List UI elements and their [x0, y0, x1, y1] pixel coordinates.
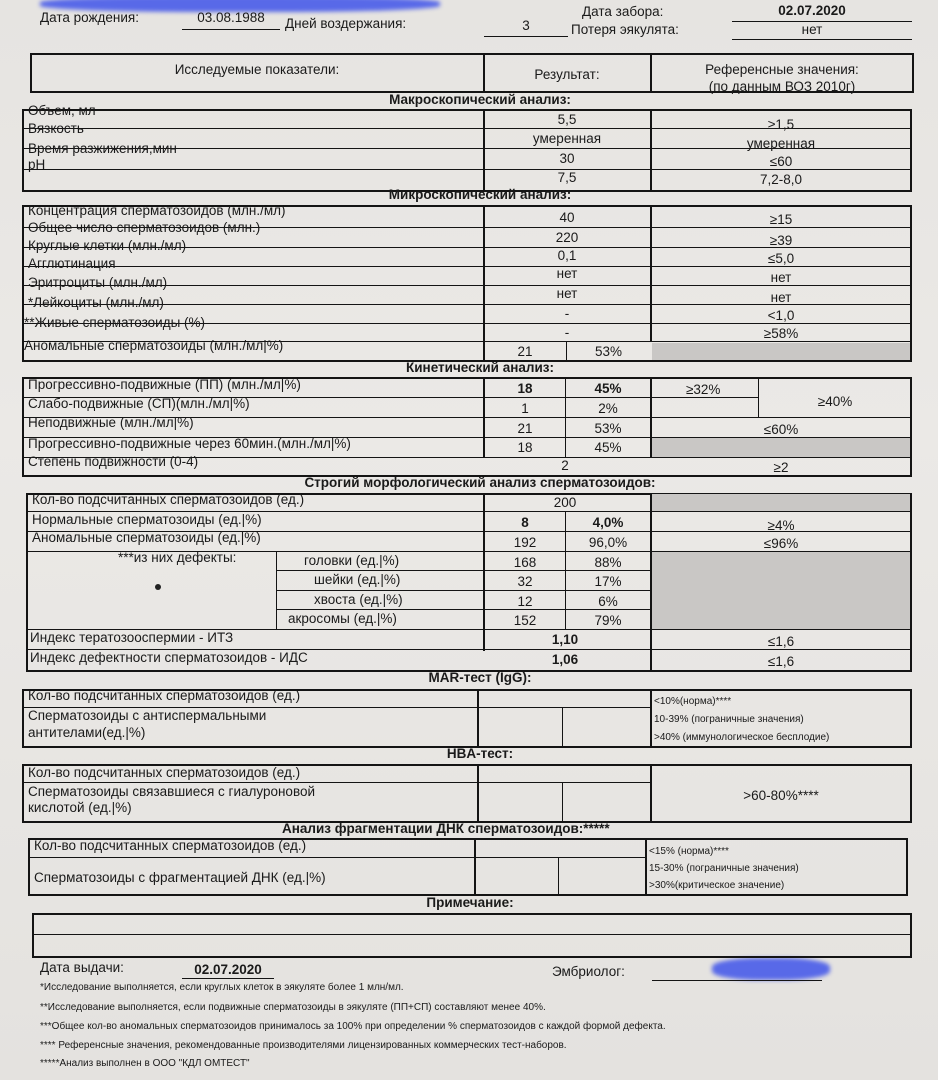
dna-ref-critical: >30%(критическое значение) — [649, 880, 785, 891]
footnote-5: *****Анализ выполнен в ООО "КДЛ ОМТЕСТ" — [40, 1058, 250, 1069]
dna-ref-normal: <15% (норма)**** — [649, 846, 729, 857]
hba-count-label: Кол-во подсчитанных сперматозоидов (ед.) — [28, 765, 301, 780]
birth-date-label: Дата рождения: — [40, 10, 139, 25]
kinetic-section-title: Кинетический анализ: — [406, 360, 554, 375]
birth-date-value: 03.08.1988 — [197, 10, 265, 25]
collection-date-value: 02.07.2020 — [778, 3, 846, 18]
column-result-header: Результат: — [534, 67, 600, 82]
defects-label: ***из них дефекты: — [118, 550, 237, 565]
dna-count-label: Кол-во подсчитанных сперматозоидов (ед.) — [34, 838, 307, 853]
dna-ref-borderline: 15-30% (пограничные значения) — [649, 863, 799, 874]
abstinence-value: 3 — [522, 18, 530, 33]
lab-report-sheet: Дата рождения: 03.08.1988 Дней воздержания: 3 Дата забора: 02.07.2020 Потеря эякулята: нет Исследуемые показатели: Результат: Референсные значения: (по данным ВОЗ 2010г) Макроскопический анализ: Объем, мл 5,5 ≥1,5 Вязкость умеренная умеренная Время разжижения,мин 30 ≤60 pH 7,5 7,2-8,0 Микроскопический анализ: Концентрация сперматозоидов (млн./мл) 40 ≥15 Общее число сперматозоидов (млн.) 220 ≥39 Круглые клетки (млн./мл) 0,1 ≤5,0 Агглютинация нет нет Эритроциты (млн./мл) нет нет *Лейкоциты (млн./мл) - <1,0 **Живые сперматозоиды (%) - ≥58% Аномальные сперматозоиды (млн./мл|%) 21 53% Кинетический анализ: Прогрессивно-подвижные (ПП) (млн./мл|%) 18 45% ≥32% ≥40% Слабо-подвижные (СП)(млн./мл|%) 1 2% Неподвижные (млн./мл|%) 21 53% ≤60% Прогрессивно-подвижные через 60мин.(млн./мл|%) 18 45% Степень подвижности (0-4) 2 ≥2 Строгий морфологический анализ сперматозоидов: Кол-во подсчитанных сперматозоидов (ед.) 200 Нормальные сперматозоиды (ед.|%) 8 4,0% ≥4% Аномальные сперматозоиды (ед.|%) 192 96,0% ≤96% ***из них дефекты: головки (ед.|%) 168 88% шейки (ед.|%) 32 17% хвоста (ед.|%) 12 6% акросомы (ед.|%) 152 79% Индекс тератозооспермии - ИТЗ 1,10 ≤1,6 Индекс дефектности сперматозоидов - ИДС 1,06 ≤1,6 MAR-тест (IgG): Кол-во подсчитанных сперматозоидов (ед.) Сперматозоиды с антиспермальными антителами(ед.|%) <10%(норма)**** 10-39% (пограничные значения) >40% (иммунологическое бесплодие) HBA-тест: Кол-во подсчитанных сперматозоидов (ед.) Сперматозоиды связавшиеся с гиалуроновой кислотой (ед.|%) >60-80%**** Анализ фрагментации ДНК сперматозоидов:***** Кол-во подсчитанных сперматозоидов (ед.) Сперматозоиды с фрагментацией ДНК (ед.|%) <15% (норма)**** 15-30% (пограничные значения) >30%(критическое значение) Примечание: Дата выдачи: 02.07.2020 Эмбриолог: *Исследование выполняется, если круглых клеток в эякуляте более 1 млн/мл. **Исследование выполняется, если подвижные сперматозоиды в эякуляте (ПП+СП) составляют менее 40%. ***Общее кол-во аномальных сперматозоидов принималось за 100% при определении % сперматозоидов с каждой формой дефекта. **** Референсные значения, рекомендованные производителями лицензированных коммерческих тест-наборов. *****Анализ выполнен в ООО "КДЛ ОМТЕСТ" — [0, 0, 938, 1080]
mar-section-title: MAR-тест (IgG): — [428, 670, 532, 685]
mar-antibody-label-line1: Сперматозоиды с антиспермальными — [28, 708, 267, 723]
column-reference-header: Референсные значения: — [705, 62, 859, 77]
hba-section-title: HBA-тест: — [446, 746, 514, 761]
abstinence-label: Дней воздержания: — [285, 16, 407, 31]
footnote-3: ***Общее кол-во аномальных сперматозоидов принималось за 100% при определении % сперматозоидов с каждой формой дефекта. — [40, 1021, 666, 1032]
mar-ref-borderline: 10-39% (пограничные значения) — [654, 714, 804, 725]
column-reference-subheader: (по данным ВОЗ 2010г) — [708, 79, 856, 94]
ejaculate-loss-label: Потеря эякулята: — [571, 22, 679, 37]
mar-ref-infertility: >40% (иммунологическое бесплодие) — [654, 732, 830, 743]
mar-ref-normal: <10%(норма)**** — [654, 696, 732, 707]
kinetic-total-reference: ≥40% — [817, 394, 853, 409]
collection-date-label: Дата забора: — [582, 4, 664, 19]
mar-count-label: Кол-во подсчитанных сперматозоидов (ед.) — [28, 688, 301, 703]
footnote-1: *Исследование выполняется, если круглых клеток в эякуляте более 1 млн/мл. — [40, 982, 404, 993]
hba-bound-label-line2: кислотой (ед.|%) — [28, 800, 132, 815]
issue-date-label: Дата выдачи: — [40, 960, 124, 975]
footnote-4: **** Референсные значения, рекомендованные производителями лицензированных коммерческих тест-наборов. — [40, 1040, 567, 1051]
micro-section-title: Микроскопический анализ: — [388, 187, 572, 202]
macro-section-title: Макроскопический анализ: — [389, 92, 571, 107]
footnote-2: **Исследование выполняется, если подвижные сперматозоиды в эякуляте (ПП+СП) составляют менее 40%. — [40, 1002, 546, 1013]
dot-mark — [155, 584, 161, 590]
redaction-mark-signature — [712, 958, 830, 980]
issue-date-value: 02.07.2020 — [194, 962, 262, 977]
dna-section-title: Анализ фрагментации ДНК сперматозоидов:***** — [282, 821, 610, 836]
mar-antibody-label-line2: антителами(ед.|%) — [28, 725, 146, 740]
ejaculate-loss-value: нет — [801, 22, 823, 37]
morphology-section-title: Строгий морфологический анализ сперматозоидов: — [304, 475, 656, 490]
note-section-title: Примечание: — [426, 895, 514, 910]
hba-reference: >60-80%**** — [743, 788, 819, 803]
embryologist-label: Эмбриолог: — [552, 964, 625, 979]
hba-bound-label-line1: Сперматозоиды связавшиеся с гиалуроновой — [28, 784, 316, 799]
dna-fragmentation-label: Сперматозоиды с фрагментацией ДНК (ед.|%) — [34, 870, 326, 885]
column-parameters-header: Исследуемые показатели: — [174, 62, 340, 77]
